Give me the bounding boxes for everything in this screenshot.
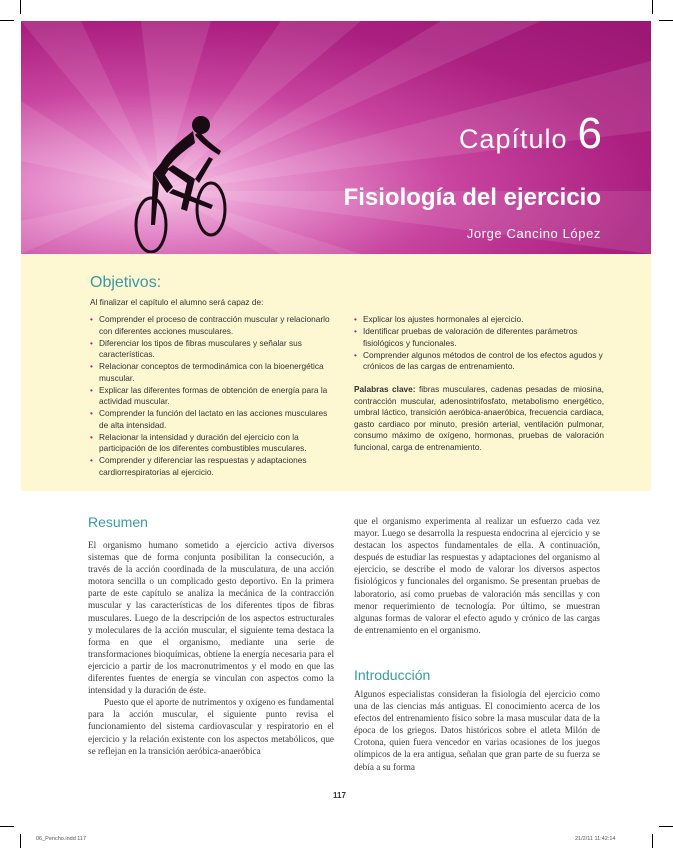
crop-mark bbox=[20, 834, 21, 848]
print-slug-date: 21/2/11 11:42:14 bbox=[575, 836, 616, 842]
page-number: 117 bbox=[333, 791, 346, 800]
crop-mark bbox=[659, 826, 673, 827]
print-slug-file: 06_Pencho.indd 117 bbox=[36, 836, 87, 842]
keywords-text: fibras musculares, cadenas pesadas de miosina, contracción muscular, adenosintrifosfato, metabolismo energético, umbral láctico, transición aeróbica-anaeróbica, frecuencia cardiaca, gasto cardiaco por minuto, presión arterial, ventilación pulmonar, consumo máximo de oxígeno, hormonas, pruebas de valoración funcional, carga de entrenamiento. bbox=[354, 384, 604, 452]
cyclist-silhouette-icon bbox=[129, 113, 249, 253]
crop-mark bbox=[0, 826, 14, 827]
crop-mark bbox=[652, 834, 653, 848]
list-item: • Comprender algunos métodos de control de los efectos agudos y crónicos de las cargas de entrenamiento. bbox=[354, 349, 603, 371]
resumen-paragraph: Puesto que el aporte de nutrimentos y oxígeno es fundamental para la acción muscular, el siguiente punto revisa el funcionamiento del sistema cardiovascular y respiratorio en el ejercicio y la relación existente con los aspectos metabólicos, que se reflejan en la transición aeróbica-anaeróbica bbox=[88, 697, 334, 756]
list-item: • Identificar pruebas de valoración de diferentes parámetros fisiológicos y funcionales. bbox=[354, 326, 578, 348]
introduccion-heading: Introducción bbox=[354, 667, 431, 683]
crop-mark bbox=[659, 20, 673, 21]
list-item: • Diferenciar los tipos de fibras musculares y señalar sus características. bbox=[90, 337, 302, 359]
objectives-box bbox=[21, 254, 651, 491]
chapter-number: 6 bbox=[577, 109, 603, 158]
objectives-title: Objetivos: bbox=[90, 274, 162, 291]
objectives-list-left bbox=[90, 314, 336, 479]
chapter-author: Jorge Cancino López bbox=[466, 226, 601, 241]
crop-mark bbox=[0, 20, 14, 21]
chapter-banner bbox=[21, 21, 651, 254]
objectives-list-right bbox=[354, 314, 604, 373]
chapter-title: Fisiología del ejercicio bbox=[343, 184, 601, 211]
keywords-block bbox=[354, 384, 604, 454]
list-item: • Explicar los ajustes hormonales al ejercicio. bbox=[354, 314, 524, 324]
keywords-label: Palabras clave: bbox=[354, 384, 416, 394]
crop-mark bbox=[20, 0, 21, 14]
list-item: • Relacionar la intensidad y duración del ejercicio con la participación de los diferentes combustibles musculares. bbox=[90, 431, 307, 453]
list-item: • Comprender y diferenciar las respuestas y adaptaciones cardiorrespiratorias al ejercicio. bbox=[90, 455, 307, 477]
introduccion-column bbox=[354, 688, 600, 773]
chapter-label-text: Capítulo bbox=[458, 124, 568, 154]
resumen-paragraph: El organismo humano sometido a ejercicio activa diversos sistemas que de forma conjunta posibilitan la consecución, a través de la acción coordinada de la musculatura, de una acción motora sencilla o un complicado gesto deportivo. En la primera parte de este capítulo se analiza la mecánica de la contracción muscular y las características de los diferentes tipos de fibras musculares. Luego de la descripción de los aspectos estructurales y moleculares de la acción muscular, el siguiente tema destaca la forma en que el organismo, mediante una serie de transformaciones bioquímicas, obtiene la energía necesaria para el ejercicio a partir de los macronutrimentos y el modo en que las diferentes fuentes de energía se vinculan con aspectos como la intensidad y la duración de éste. bbox=[88, 540, 334, 696]
list-item: • Relacionar conceptos de termodinámica con la bioenergética muscular. bbox=[90, 361, 324, 383]
introduccion-paragraph: Algunos especialistas consideran la fisiología del ejercicio como una de las ciencias más antiguas. El conocimiento acerca de los efectos del entrenamiento físico sobre la masa muscular data de la época de los griegos. Datos históricos sobre el atleta Milón de Crotona, quien fuera vencedor en varias ocasiones de los juegos olímpicos de la era antigua, señalan que gran parte de su fuerza se debía a su forma bbox=[354, 689, 600, 772]
list-item: • Explicar las diferentes formas de obtención de energía para la actividad muscular. bbox=[90, 384, 328, 406]
resumen-column-left bbox=[88, 539, 334, 757]
resumen-heading: Resumen bbox=[88, 514, 148, 530]
chapter-label bbox=[459, 109, 603, 159]
list-item: • Comprender el proceso de contracción muscular y relacionarlo con diferentes acciones musculares. bbox=[90, 314, 330, 336]
resumen-column-right bbox=[354, 515, 600, 636]
crop-mark bbox=[652, 0, 653, 14]
list-item: • Comprender la función del lactato en las acciones musculares de alta intensidad. bbox=[90, 408, 328, 430]
objectives-intro: Al finalizar el capítulo el alumno será capaz de: bbox=[90, 297, 264, 307]
resumen-paragraph: que el organismo experimenta al realizar un esfuerzo cada vez mayor. Luego se desarrolla la respuesta endocrina al ejercicio y se destacan los aspectos fundamentales de ella. A continuación, después de estudiar las respuestas y adaptaciones del organismo al ejercicio, se describe el modo de valorar los diversos aspectos fisiológicos y funcionales del organismo. Se presentan pruebas de laboratorio, así como pruebas de valoración más sencillas y con menor requerimiento de tecnología. Por último, se muestran algunas formas de valorar el efecto agudo y crónico de las cargas de entrenamiento en el organismo. bbox=[354, 516, 600, 635]
